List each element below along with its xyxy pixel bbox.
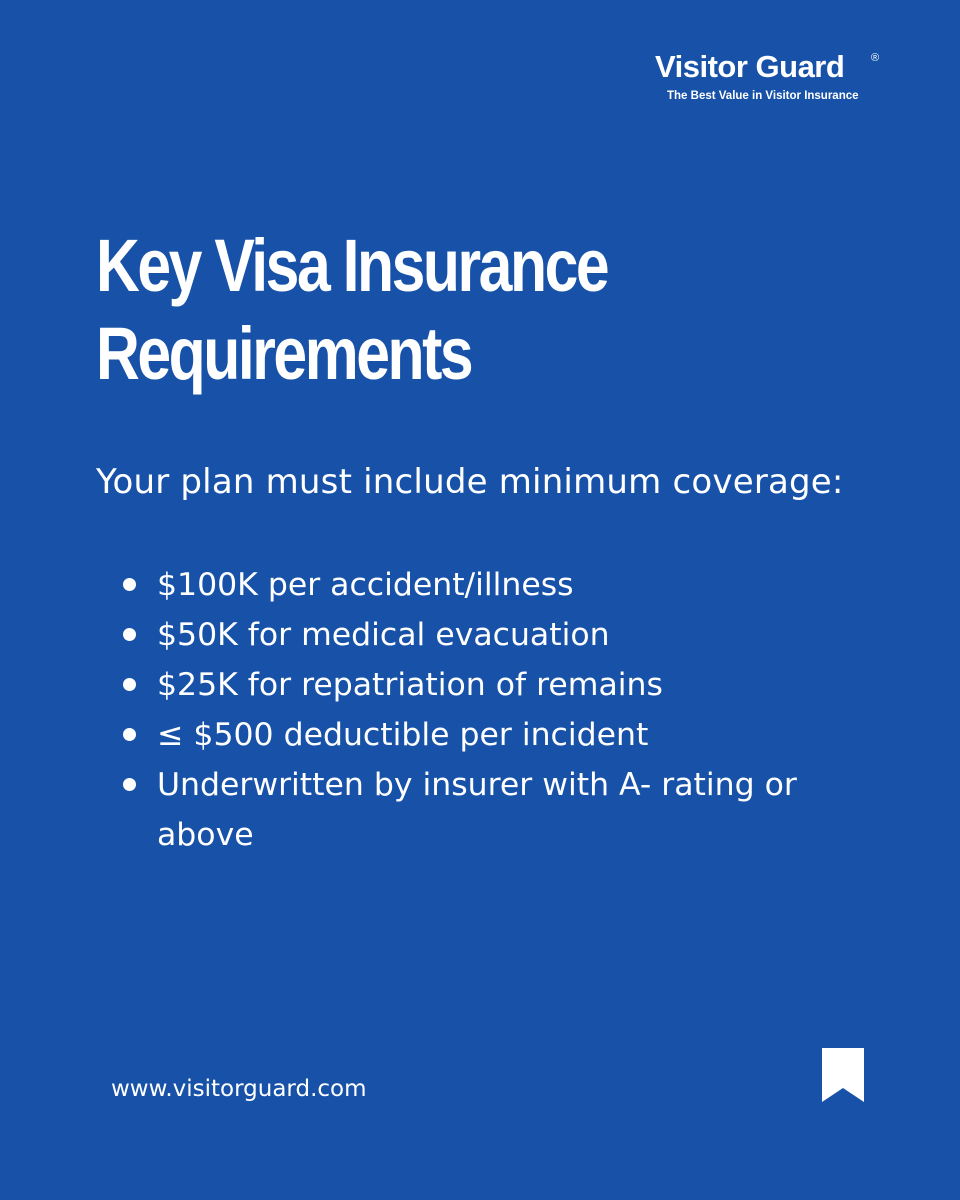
requirement-item-insurer-rating: [157, 760, 887, 860]
brand-tagline: The Best Value in Visitor Insurance: [667, 90, 859, 102]
registered-mark: ®: [871, 52, 880, 64]
bullet-icon: [123, 578, 136, 591]
requirements-list: [157, 560, 887, 860]
requirement-item-deductible: [157, 710, 887, 760]
requirement-item-accident: [157, 560, 887, 610]
page-title-line-1: Key Visa Insurance: [96, 224, 608, 307]
bullet-icon: [123, 778, 136, 791]
bookmark-icon[interactable]: [822, 1048, 864, 1102]
requirement-text: ≤ $500 deductible per incident: [157, 717, 649, 753]
requirement-text: $100K per accident/illness: [157, 567, 574, 603]
page-title-line-2: Requirements: [96, 312, 472, 395]
bullet-icon: [123, 678, 136, 691]
website-url: www.visitorguard.com: [111, 1076, 367, 1102]
requirement-text: $25K for repatriation of remains: [157, 667, 663, 703]
brand-name: Visitor Guard: [655, 49, 845, 84]
brand-logo: [655, 50, 895, 103]
requirement-item-repatriation: [157, 660, 887, 710]
page-title: [96, 222, 719, 398]
requirement-text: Underwritten by insurer with A- rating or above: [157, 767, 797, 853]
coverage-intro: Your plan must include minimum coverage:: [96, 462, 844, 502]
requirement-text: $50K for medical evacuation: [157, 617, 610, 653]
bullet-icon: [123, 628, 136, 641]
bullet-icon: [123, 728, 136, 741]
requirement-item-evacuation: [157, 610, 887, 660]
